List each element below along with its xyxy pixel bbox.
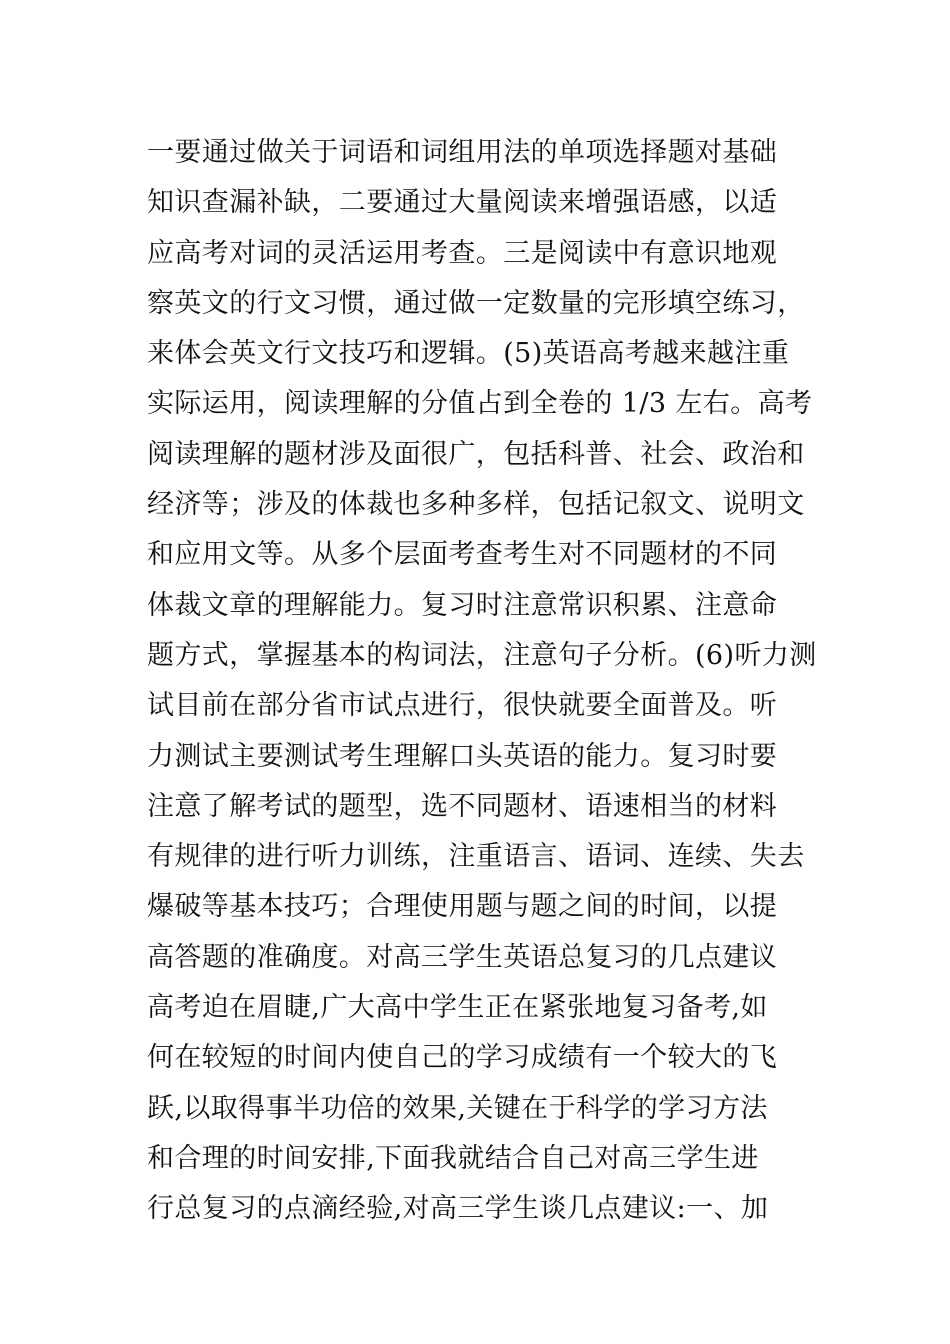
text-line: 一要通过做关于词语和词组用法的单项选择题对基础 (147, 137, 778, 168)
text-line: 高考迫在眉睫,广大高中学生正在紧张地复习备考,如 (147, 992, 768, 1024)
text-line: 注意了解考试的题型，选不同题材、语速相当的材料 (147, 790, 778, 822)
text-line: 和应用文等。从多个层面考查考生对不同题材的不同 (147, 539, 778, 571)
text-line: 爆破等基本技巧；合理使用题与题之间的时间，以提 (147, 891, 778, 923)
text-line: 阅读理解的题材涉及面很广，包括科普、社会、政治和 (147, 438, 805, 470)
text-line: 体裁文章的理解能力。复习时注意常识积累、注意命 (147, 589, 778, 621)
text-line: 试目前在部分省市试点进行，很快就要全面普及。听 (147, 690, 778, 722)
text-line: 来体会英文行文技巧和逻辑。(5)英语高考越来越注重 (147, 338, 790, 370)
text-line: 知识查漏补缺，二要通过大量阅读来增强语感，以适 (147, 187, 778, 219)
text-line: 应高考对词的灵活运用考查。三是阅读中有意识地观 (147, 237, 778, 269)
body-text (147, 128, 819, 1235)
text-line: 跃,以取得事半功倍的效果,关键在于科学的学习方法 (147, 1092, 768, 1124)
text-line: 行总复习的点滴经验,对高三学生谈几点建议:一、加 (147, 1193, 769, 1225)
text-line: 何在较短的时间内使自己的学习成绩有一个较大的飞 (147, 1042, 778, 1074)
text-line: 和合理的时间安排,下面我就结合自己对高三学生进 (147, 1142, 759, 1174)
text-line: 经济等；涉及的体裁也多种多样，包括记叙文、说明文 (147, 489, 805, 521)
text-line: 实际运用，阅读理解的分值占到全卷的 1/3 左右。高考 (147, 388, 813, 420)
text-line: 题方式，掌握基本的构词法，注意句子分析。(6)听力测 (147, 639, 817, 671)
text-line: 有规律的进行听力训练，注重语言、语词、连续、失去 (147, 841, 805, 873)
text-line: 高答题的准确度。对高三学生英语总复习的几点建议 (147, 941, 778, 973)
text-line: 察英文的行文习惯，通过做一定数量的完形填空练习， (147, 287, 805, 319)
text-line: 力测试主要测试考生理解口头英语的能力。复习时要 (147, 740, 778, 772)
